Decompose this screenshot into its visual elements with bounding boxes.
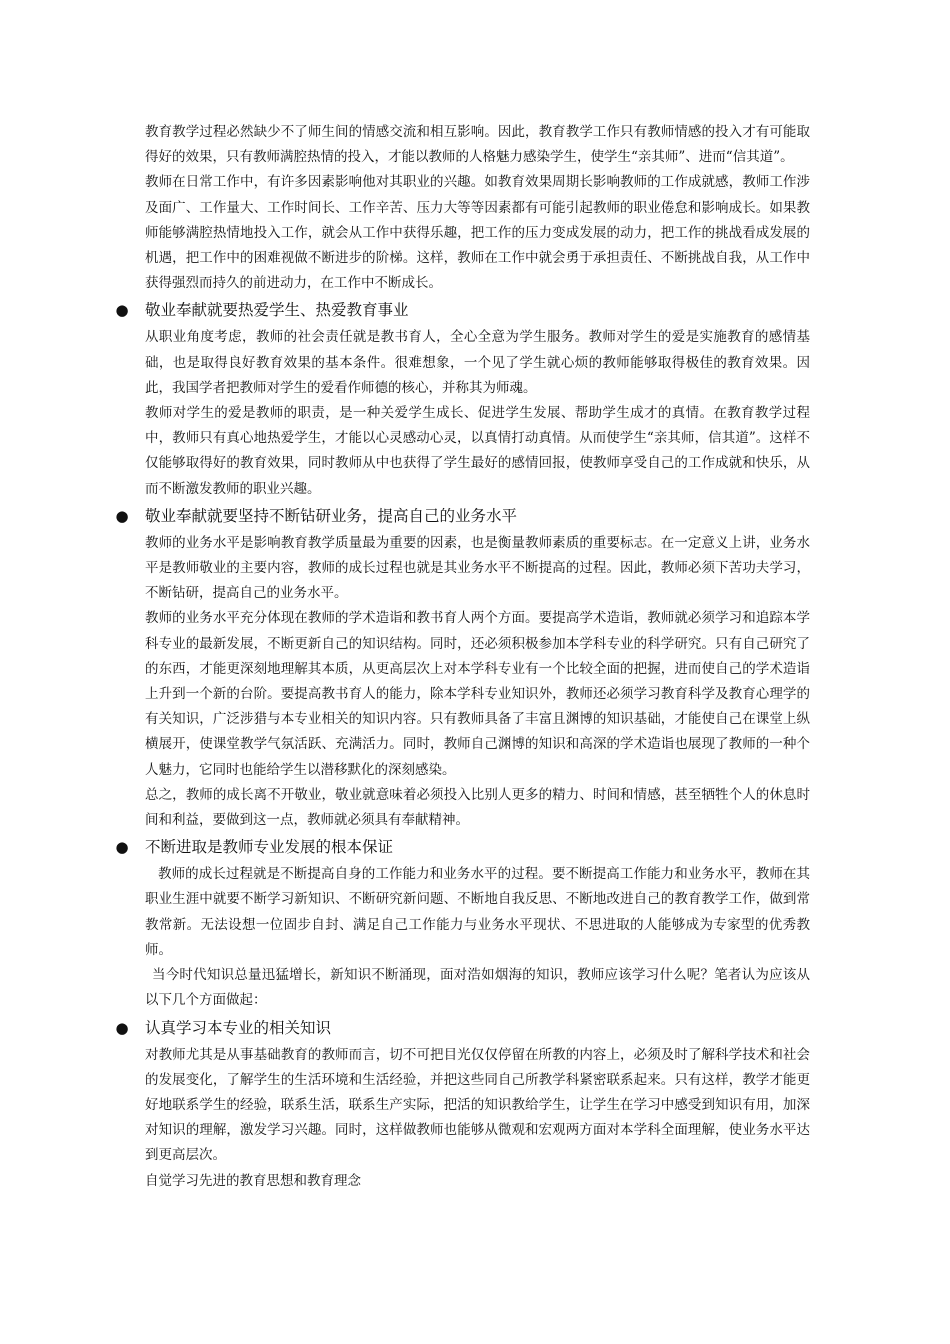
section2-paragraph-3: 总之，教师的成长离不开敬业，敬业就意味着必须投入比别人更多的精力、时间和情感，甚至牺牲个人的休息时间和利益，要做到这一点，教师就必须具有奉献精神。 xyxy=(145,786,810,829)
document-page xyxy=(115,120,810,1194)
section-heading-text: 敬业奉献就要坚持不断钻研业务，提高自己的业务水平 xyxy=(145,506,518,525)
bullet-icon: ● xyxy=(115,506,129,525)
bullet-icon: ● xyxy=(115,301,129,320)
section-heading-text: 不断进取是教师专业发展的根本保证 xyxy=(145,838,394,857)
section1-paragraph-2: 教师对学生的爱是教师的职责，是一种关爱学生成长、促进学生发展、帮助学生成才的真情。在教育教学过程中，教师只有真心地热爱学生，才能以心灵感动心灵，以真情打动真情。从而使学生“亲其师，信其道”。这样不仅能够取得好的教育效果，同时教师从中也获得了学生最好的感情回报，使教师享受自己的工作成就和快乐，从而不断激发教师的职业兴趣。 xyxy=(145,405,810,497)
section-heading-text: 认真学习本专业的相关知识 xyxy=(145,1018,332,1037)
section1-paragraph-1: 从职业角度考虑，教师的社会责任就是教书育人，全心全意为学生服务。教师对学生的爱是实施教育的感情基础，也是取得良好教育效果的基本条件。很难想象，一个见了学生就心烦的教师能够取得极佳的教育效果。因此，我国学者把教师对学生的爱看作师德的核心，并称其为师魂。 xyxy=(145,329,810,396)
section-heading-text: 敬业奉献就要热爱学生、热爱教育事业 xyxy=(145,301,409,320)
bullet-icon: ● xyxy=(115,838,129,857)
intro-paragraph-2: 教师在日常工作中，有许多因素影响他对其职业的兴趣。如教育效果周期长影响教师的工作成就感，教师工作涉及面广、工作量大、工作时间长、工作辛苦、压力大等等因素都有可能引起教师的职业倦怠和影响成长。如果教师能够满腔热情地投入工作，就会从工作中获得乐趣，把工作的压力变成发展的动力，把工作的挑战看成发展的机遇，把工作中的困难视做不断进步的阶梯。这样，教师在工作中就会勇于承担责任、不断挑战自我，从工作中获得强烈而持久的前进动力，在工作中不断成长。 xyxy=(145,174,810,292)
section-heading-study-professional-knowledge xyxy=(115,1014,810,1043)
section2-paragraph-2: 教师的业务水平充分体现在教师的学术造诣和教书育人两个方面。要提高学术造诣，教师就必须学习和追踪本学科专业的最新发展，不断更新自己的知识结构。同时，还必须积极参加本学科专业的科学研究。只有自己研究了的东西，才能更深刻地理解其本质，从更高层次上对本学科专业有一个比较全面的把握，进而使自己的学术造诣上升到一个新的台阶。要提高教书育人的能力，除本学科专业知识外，教师还必须学习教育科学及教育心理学的有关知识，广泛涉猎与本专业相关的知识内容。只有教师具备了丰富且渊博的知识基础，才能使自己在课堂上纵横展开，使课堂教学气氛活跃、充满活力。同时，教师自己渊博的知识和高深的学术造诣也展现了教师的一种个人魅力，它同时也能给学生以潜移默化的深刻感染。 xyxy=(145,610,810,778)
section3-paragraph-1: 教师的成长过程就是不断提高自身的工作能力和业务水平的过程。要不断提高工作能力和业务水平，教师在其职业生涯中就要不断学习新知识、不断研究新问题、不断地自我反思、不断地改进自己的教育教学工作，做到常教常新。无法设想一位固步自封、满足自己工作能力与业务水平现状、不思进取的人能够成为专家型的优秀教师。 xyxy=(145,866,810,958)
closing-line: 自觉学习先进的教育思想和教育理念 xyxy=(145,1172,361,1189)
section-heading-love-students xyxy=(115,296,810,325)
section2-paragraph-1: 教师的业务水平是影响教育教学质量最为重要的因素，也是衡量教师素质的重要标志。在一定意义上讲，业务水平是教师敬业的主要内容，教师的成长过程也就是其业务水平不断提高的过程。因此，教师必须下苦功夫学习，不断钻研，提高自己的业务水平。 xyxy=(145,534,810,602)
intro-paragraph-1: 教育教学过程必然缺少不了师生间的情感交流和相互影响。因此，教育教学工作只有教师情感的投入才有可能取得好的效果，只有教师满腔热情的投入，才能以教师的人格魅力感染学生，使学生“亲其师”、进而“信其道”。 xyxy=(145,124,810,166)
section4-paragraph-1: 对教师尤其是从事基础教育的教师而言，切不可把目光仅仅停留在所教的内容上，必须及时了解科学技术和社会的发展变化，了解学生的生活环境和生活经验，并把这些同自己所教学科紧密联系起来。只有这样，教学才能更好地联系学生的经验，联系生活，联系生产实际，把活的知识教给学生，让学生在学习中感受到知识有用，加深对知识的理解，激发学习兴趣。同时，这样做教师也能够从微观和宏观两方面对本学科全面理解，使业务水平达到更高层次。 xyxy=(145,1046,810,1164)
section-heading-continuous-progress xyxy=(115,833,810,862)
bullet-icon: ● xyxy=(115,1018,129,1037)
section-heading-improve-skills xyxy=(115,502,810,531)
section3-paragraph-2: 当今时代知识总量迅猛增长，新知识不断涌现，面对浩如烟海的知识，教师应该学习什么呢？笔者认为应该从以下几个方面做起： xyxy=(145,967,810,1009)
